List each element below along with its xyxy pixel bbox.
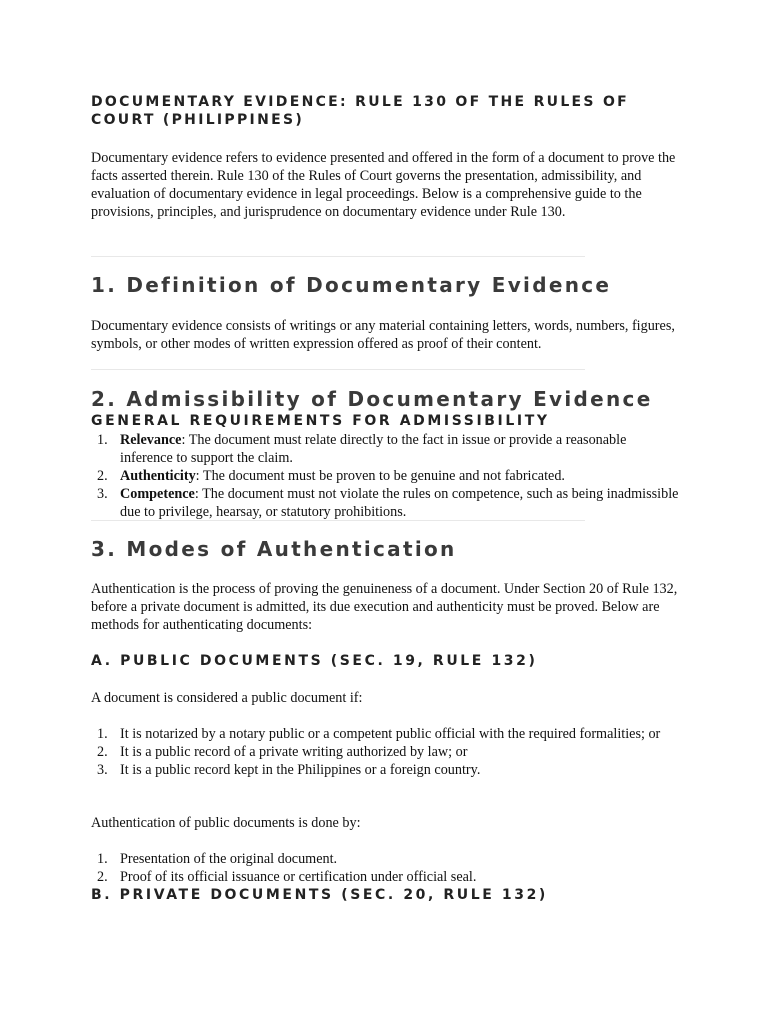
list-term: Relevance: [120, 432, 182, 448]
list-number: 2.: [97, 869, 108, 885]
document-title: DOCUMENTARY EVIDENCE: RULE 130 OF THE RULES OF COURT (PHILIPPINES): [91, 94, 630, 128]
list-number: 3.: [97, 486, 108, 502]
list-item: [91, 743, 681, 761]
list-term: Competence: [120, 486, 195, 502]
list-item: [91, 485, 681, 521]
list-number: 1.: [97, 726, 108, 742]
list-number: 2.: [97, 744, 108, 760]
list-text: Presentation of the original document.: [120, 851, 338, 867]
section-2-heading: 2. Admissibility of Documentary Evidence: [91, 387, 653, 411]
divider: [91, 369, 585, 370]
list-text: : The document must relate directly to the fact in issue or provide a reasonable inference to support the claim.: [120, 432, 627, 466]
section-2-subheading: GENERAL REQUIREMENTS FOR ADMISSIBILITY: [91, 413, 550, 429]
list-number: 1.: [97, 851, 108, 867]
list-text: Proof of its official issuance or certification under official seal.: [120, 869, 477, 885]
public-document-criteria-list: [91, 725, 681, 779]
list-text: It is notarized by a notary public or a competent public official with the required formalities; or: [120, 726, 661, 742]
public-documents-heading: A. PUBLIC DOCUMENTS (SEC. 19, RULE 132): [91, 653, 538, 669]
admissibility-requirements-list: [91, 431, 681, 521]
list-item: [91, 761, 681, 779]
list-text: : The document must be proven to be genuine and not fabricated.: [195, 468, 565, 484]
section-3-paragraph: Authentication is the process of proving the genuineness of a document. Under Section 20 of Rule 132, before a private document is admitted, its due execution and authenticity must be proved. Below are methods for authenticating documents:: [91, 581, 678, 633]
public-documents-lead: A document is considered a public document if:: [91, 690, 363, 706]
list-text: It is a public record of a private writing authorized by law; or: [120, 744, 468, 760]
list-term: Authenticity: [120, 468, 196, 484]
section-1-paragraph: Documentary evidence consists of writings or any material containing letters, words, numbers, figures, symbols, or other modes of written expression offered as proof of their content.: [91, 318, 675, 352]
intro-paragraph: Documentary evidence refers to evidence presented and offered in the form of a document to prove the facts asserted therein. Rule 130 of the Rules of Court governs the presentation, admissibility, and evaluation of documentary evidence in legal proceedings. Below is a comprehensive guide to the provisions, principles, and jurisprudence on documentary evidence under Rule 130.: [91, 150, 676, 220]
list-item: [91, 850, 681, 868]
list-item: [91, 868, 681, 886]
public-authentication-methods-list: [91, 850, 681, 886]
list-item: [91, 725, 681, 743]
list-item: [91, 467, 681, 485]
list-text: It is a public record kept in the Philippines or a foreign country.: [120, 762, 481, 778]
divider: [91, 520, 585, 521]
list-text: : The document must not violate the rules on competence, such as being inadmissible due to privilege, hearsay, or statutory prohibitions.: [120, 486, 679, 520]
section-1-heading: 1. Definition of Documentary Evidence: [91, 273, 612, 297]
private-documents-heading: B. PRIVATE DOCUMENTS (SEC. 20, RULE 132): [91, 887, 548, 903]
divider: [91, 256, 585, 257]
section-3-heading: 3. Modes of Authentication: [91, 537, 457, 561]
list-number: 1.: [97, 432, 108, 448]
public-authentication-lead: Authentication of public documents is done by:: [91, 815, 361, 831]
list-number: 3.: [97, 762, 108, 778]
list-item: [91, 431, 681, 467]
list-number: 2.: [97, 468, 108, 484]
